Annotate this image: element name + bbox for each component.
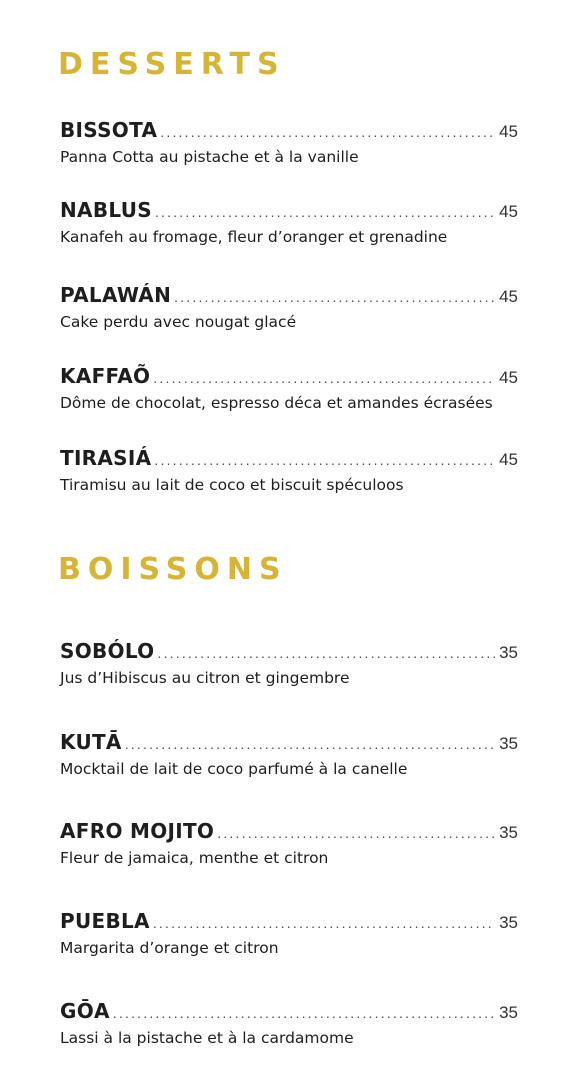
menu-item-header [60,999,518,1025]
menu-item-header [60,364,518,390]
menu-item-header [60,730,518,756]
menu-item-kaffao [60,364,518,413]
menu-item-header [60,639,518,665]
menu-item-description: Kanafeh au fromage, fleur d’oranger et grenadine [60,228,448,246]
menu-item-tirasia [60,446,518,495]
menu-item-price: 35 [499,1003,518,1022]
dot-leader [153,370,495,386]
dot-leader [153,915,495,931]
menu-item-description: Jus d’Hibiscus au citron et gingembre [60,669,350,687]
menu-item-sobolo [60,639,518,688]
menu-item-price: 35 [499,734,518,753]
menu-item-afro-mojito [60,819,518,868]
menu-item-kuta [60,730,518,779]
dot-leader [154,452,495,468]
menu-item-price: 45 [499,368,518,387]
menu-item-price: 35 [499,913,518,932]
menu-item-description: Lassi à la pistache et à la cardamome [60,1029,354,1047]
dot-leader [155,204,495,220]
menu-item-name: AFRO MOJITO [60,819,215,843]
menu-item-description: Margarita d’orange et citron [60,939,279,957]
menu-item-header [60,283,518,309]
menu-item-price: 45 [499,202,518,221]
dot-leader [158,645,496,661]
boissons-section-title: BOISSONS [58,552,288,587]
menu-item-header [60,446,518,472]
menu-item-name: NABLUS [60,198,152,222]
menu-item-description: Dôme de chocolat, espresso déca et amandes écrasées [60,394,493,412]
menu-item-name: SOBÓLO [60,639,155,663]
dot-leader [113,1005,495,1021]
menu-item-header [60,198,518,224]
menu-item-description: Mocktail de lait de coco parfumé à la canelle [60,760,408,778]
menu-item-price: 35 [499,643,518,662]
desserts-section-title: DESSERTS [58,47,286,82]
menu-item-header [60,909,518,935]
menu-item-description: Panna Cotta au pistache et à la vanille [60,148,359,166]
dot-leader [217,825,495,841]
menu-item-price: 45 [499,450,518,469]
menu-item-name: KAFFAÕ [60,364,151,388]
menu-item-price: 35 [499,823,518,842]
menu-item-name: PUEBLA [60,909,150,933]
menu-item-bissota [60,118,518,167]
menu-item-name: GŌA [60,999,110,1023]
menu-item-nablus [60,198,518,247]
menu-item-name: PALAWÁN [60,283,172,307]
menu-item-price: 45 [499,287,518,306]
menu-item-name: TIRASIÁ [60,446,152,470]
menu-item-goa [60,999,518,1048]
menu-item-palawan [60,283,518,332]
menu-item-price: 45 [499,122,518,141]
dot-leader [160,124,495,140]
menu-item-name: BISSOTA [60,118,158,142]
dot-leader [174,289,495,305]
menu-item-name: KUTĀ [60,730,122,754]
menu-item-header [60,819,518,845]
menu-item-description: Cake perdu avec nougat glacé [60,313,297,331]
menu-item-puebla [60,909,518,958]
dot-leader [125,736,495,752]
menu-item-description: Fleur de jamaica, menthe et citron [60,849,329,867]
menu-item-description: Tiramisu au lait de coco et biscuit spéculoos [60,476,404,494]
menu-item-header [60,118,518,144]
